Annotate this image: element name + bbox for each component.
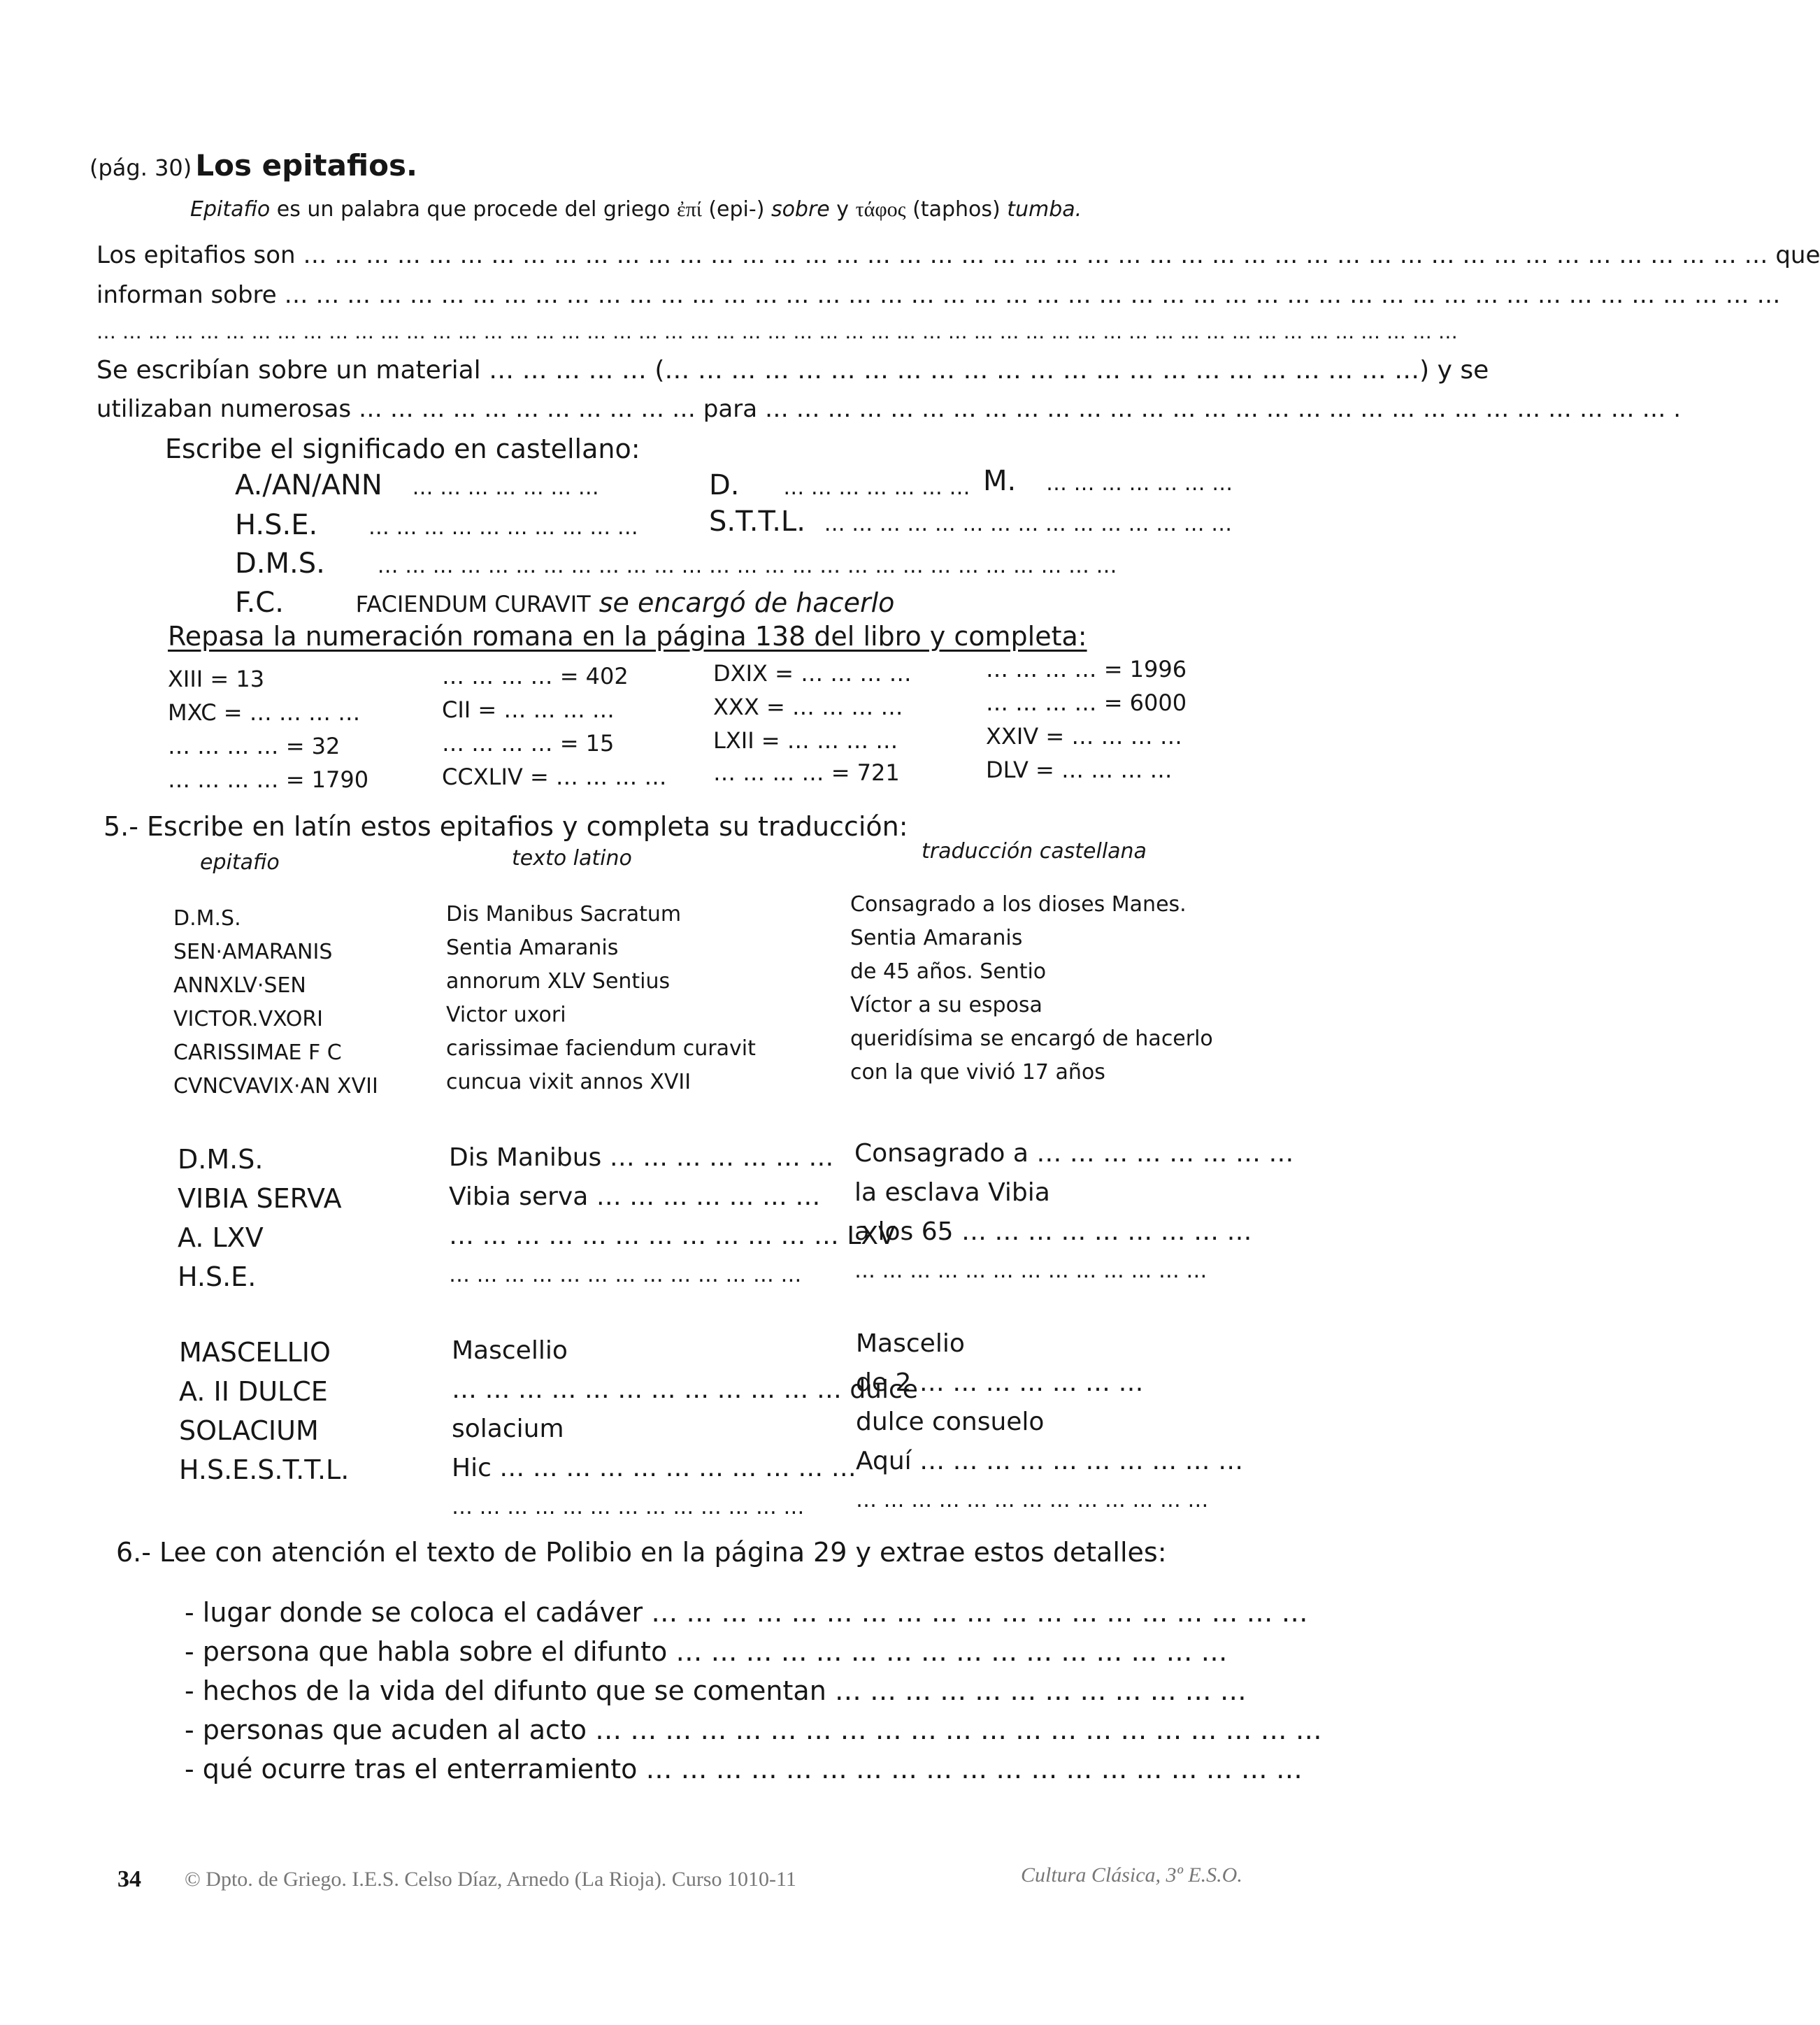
abbr-sttl-label: S.T.T.L. — [709, 506, 805, 538]
col-header-texto-latino: texto latino — [512, 846, 632, 871]
epitafio-line: SEN·AMARANIS — [173, 940, 333, 964]
page-reference: (pág. 30) — [89, 155, 192, 181]
epitafio-line: D.M.S. — [173, 906, 241, 931]
intro-text-a: es un palabra que procede del griego — [270, 197, 677, 222]
intro-term: Epitafio — [190, 197, 271, 222]
list-item: - lugar donde se coloca el cadáver … … … … … … … … … … … … … … … … … … … — [185, 1597, 1308, 1628]
epitafio-line: VIBIA SERVA — [178, 1183, 342, 1214]
block2-latino-col — [449, 1138, 896, 1295]
intro-text-c: y — [829, 197, 856, 222]
block1-traduccion-col — [850, 888, 1213, 1089]
block3-traduccion-col — [856, 1324, 1243, 1520]
traduccion-line: Consagrado a … … … … … … … … — [854, 1139, 1294, 1168]
traduccion-line: Aquí … … … … … … … … … … — [856, 1447, 1244, 1475]
list-item: - qué ocurre tras el enterramiento … … … … … … … … … … … … … … … … … … … — [185, 1754, 1303, 1784]
latino-line: solacium — [452, 1415, 564, 1443]
exercise-6-list — [185, 1593, 1322, 1789]
epitafio-line: VICTOR.VXORI — [173, 1007, 324, 1031]
list-item: - personas que acuden al acto … … … … … … … … … … … … … … … … … … … … … — [185, 1715, 1322, 1745]
abbr-dms-label: D.M.S. — [235, 548, 325, 580]
abbreviations-heading: Escribe el significado en castellano: — [165, 434, 640, 464]
epitafio-line: D.M.S. — [178, 1144, 264, 1175]
traduccion-line: la esclava Vibia — [854, 1178, 1050, 1207]
abbr-hse — [235, 508, 638, 542]
roman-cell: … … … … = 721 — [713, 759, 900, 786]
epitafio-line: SOLACIUM — [179, 1415, 319, 1446]
block2-traduccion-col — [854, 1134, 1294, 1291]
traduccion-line: con la que vivió 17 años — [850, 1060, 1105, 1085]
block2-epitafio-col — [178, 1140, 342, 1296]
list-item: - persona que habla sobre el difunto … … … … … … … … … … … … … … … … — [185, 1636, 1228, 1667]
latino-line: … … … … … … … … … … … … … — [449, 1263, 802, 1287]
footer-course: Cultura Clásica, 3º E.S.O. — [1021, 1863, 1242, 1887]
traduccion-line: a los 65 … … … … … … … … … — [854, 1217, 1252, 1246]
fill-line-5: utilizaban numerosas … … … … … … … … … … … para … … … … … … … … … … … … … … … … … … … … … … … … … … … … … . — [96, 395, 1682, 423]
latino-line: Vibia serva … … … … … … … — [449, 1182, 821, 1211]
page-title: Los epitafios. — [195, 148, 417, 183]
abbr-sttl-blank: … … … … … … … … … … … … … … … — [824, 512, 1233, 536]
traduccion-line: … … … … … … … … … … … … … — [854, 1259, 1208, 1283]
latino-line: Dis Manibus … … … … … … … — [449, 1143, 834, 1172]
roman-cell: CII = … … … … — [442, 696, 615, 723]
roman-cell: DXIX = … … … … — [713, 660, 912, 687]
latino-line: … … … … … … … … … … … … dulce — [452, 1375, 918, 1404]
abbr-fc-meaning: se encargó de hacerlo — [590, 587, 895, 618]
intro-text-b: (epi-) — [701, 197, 771, 222]
abbr-ann-blank: … … … … … … … — [412, 475, 599, 500]
epitafio-line: H.S.E.S.T.T.L. — [179, 1454, 350, 1485]
exercise-6-heading: 6.- Lee con atención el texto de Polibio en la página 29 y extrae estos detalles: — [116, 1537, 1167, 1568]
intro-sentence — [190, 197, 1082, 222]
traduccion-line: queridísima se encargó de hacerlo — [850, 1026, 1213, 1051]
meaning-sobre: sobre — [771, 197, 830, 222]
abbr-d-blank: … … … … … … … — [783, 475, 970, 500]
traduccion-line: de 45 años. Sentio — [850, 959, 1047, 984]
roman-cell: … … … … = 15 — [442, 730, 615, 757]
col-header-epitafio: epitafio — [200, 850, 280, 875]
epitafio-line: A. II DULCE — [179, 1376, 328, 1407]
roman-cell: LXII = … … … … — [713, 727, 898, 754]
traduccion-line: Víctor a su esposa — [850, 993, 1042, 1017]
block3-epitafio-col — [179, 1333, 349, 1489]
block1-epitafio-col — [173, 902, 378, 1103]
roman-cell: XXX = … … … … — [713, 694, 903, 720]
abbr-m-blank: … … … … … … … — [1045, 471, 1233, 496]
latino-line: Hic … … … … … … … … … … … — [452, 1454, 857, 1482]
abbr-ann: A./AN/ANN — [235, 469, 382, 501]
abbr-d — [709, 468, 970, 502]
roman-cell: MXC = … … … … — [168, 699, 361, 726]
footer-credit: © Dpto. de Griego. I.E.S. Celso Díaz, Arnedo (La Rioja). Curso 1010-11 — [185, 1868, 796, 1891]
roman-cell: … … … … = 402 — [442, 663, 629, 689]
abbr-dms-blank: … … … … … … … … … … … … … … … … … … … … … … … … … … … — [377, 554, 1117, 578]
page-header — [89, 148, 417, 183]
epitafio-line: ANNXLV·SEN — [173, 973, 306, 998]
greek-prefix: ἐπί — [676, 198, 702, 221]
abbr-fc — [235, 586, 894, 620]
traduccion-line: de 2 … … … … … … … — [856, 1368, 1144, 1397]
block3-latino-col — [452, 1331, 918, 1527]
abbr-hse-blank: … … … … … … … … … … — [368, 515, 638, 540]
latino-line: Dis Manibus Sacratum — [446, 902, 682, 926]
abbr-hse-label: H.S.E. — [235, 509, 318, 541]
epitafio-line: A. LXV — [178, 1222, 264, 1253]
latino-line: Sentia Amaranis — [446, 936, 619, 960]
latino-line: … … … … … … … … … … … … … — [452, 1495, 805, 1519]
epitafio-line: H.S.E. — [178, 1261, 257, 1292]
traduccion-line: Mascelio — [856, 1329, 965, 1358]
col-header-traduccion: traducción castellana — [922, 839, 1147, 864]
abbr-row-1 — [235, 468, 599, 502]
epitafio-line: CVNCVAVIX·AN XVII — [173, 1074, 378, 1099]
latino-line: … … … … … … … … … … … … LXV — [449, 1222, 896, 1250]
traduccion-line: dulce consuelo — [856, 1408, 1045, 1436]
exercise-5-heading: 5.- Escribe en latín estos epitafios y completa su traducción: — [103, 811, 908, 842]
latino-line: cuncua vixit annos XVII — [446, 1070, 692, 1094]
abbr-sttl — [709, 505, 1232, 538]
roman-cell: DLV = … … … … — [986, 757, 1173, 783]
intro-text-d: (taphos) — [905, 197, 1008, 222]
latino-line: annorum XLV Sentius — [446, 969, 671, 994]
list-item: - hechos de la vida del difunto que se comentan … … … … … … … … … … … … — [185, 1675, 1247, 1706]
meaning-tumba: tumba. — [1007, 197, 1082, 222]
page-number: 34 — [117, 1866, 141, 1892]
roman-cell: … … … … = 1996 — [986, 656, 1187, 682]
traduccion-line: Sentia Amaranis — [850, 926, 1023, 950]
fill-line-1: Los epitafios son … … … … … … … … … … … … … … … … … … … … … … … … … … … … … … … … … … … … … … … … … … … … … … … que — [96, 241, 1820, 269]
abbr-d-label: D. — [709, 469, 740, 501]
greek-root: τάφος — [855, 198, 906, 221]
abbr-m-label: M. — [983, 465, 1017, 497]
roman-cell: CCXLIV = … … … … — [442, 764, 667, 790]
roman-cell: … … … … = 6000 — [986, 689, 1187, 716]
block1-latino-col — [446, 898, 756, 1099]
latino-line: Victor uxori — [446, 1003, 566, 1027]
fill-line-2: informan sobre … … … … … … … … … … … … … … … … … … … … … … … … … … … … … … … … … … … … … … … … … … … … … … … … — [96, 281, 1781, 309]
abbr-m — [983, 464, 1233, 498]
roman-cell: … … … … = 1790 — [168, 766, 369, 793]
roman-cell: XIII = 13 — [168, 666, 265, 692]
abbr-fc-label: F.C. — [235, 587, 284, 619]
traduccion-line: Consagrado a los dioses Manes. — [850, 892, 1187, 917]
traduccion-line: … … … … … … … … … … … … … — [856, 1488, 1209, 1512]
fill-line-4: Se escribían sobre un material … … … … … (… … … … … … … … … … … … … … … … … … … … … … …) y se — [96, 356, 1489, 385]
roman-heading: Repasa la numeración romana en la página 138 del libro y completa: — [168, 621, 1087, 652]
roman-cell: … … … … = 32 — [168, 733, 341, 759]
latino-line: carissimae faciendum curavit — [446, 1036, 756, 1061]
latino-line: Mascellio — [452, 1336, 568, 1365]
roman-cell: XXIV = … … … … — [986, 723, 1182, 750]
epitafio-line: CARISSIMAE F C — [173, 1040, 342, 1065]
abbr-fc-latin: FACIENDUM CURAVIT — [355, 591, 591, 617]
epitafio-line: MASCELLIO — [179, 1337, 331, 1368]
fill-line-3: … … … … … … … … … … … … … … … … … … … … … … … … … … … … … … … … … … … … … … … … … … … … … … … … … … … … … — [96, 320, 1458, 343]
abbr-dms — [235, 547, 1117, 580]
